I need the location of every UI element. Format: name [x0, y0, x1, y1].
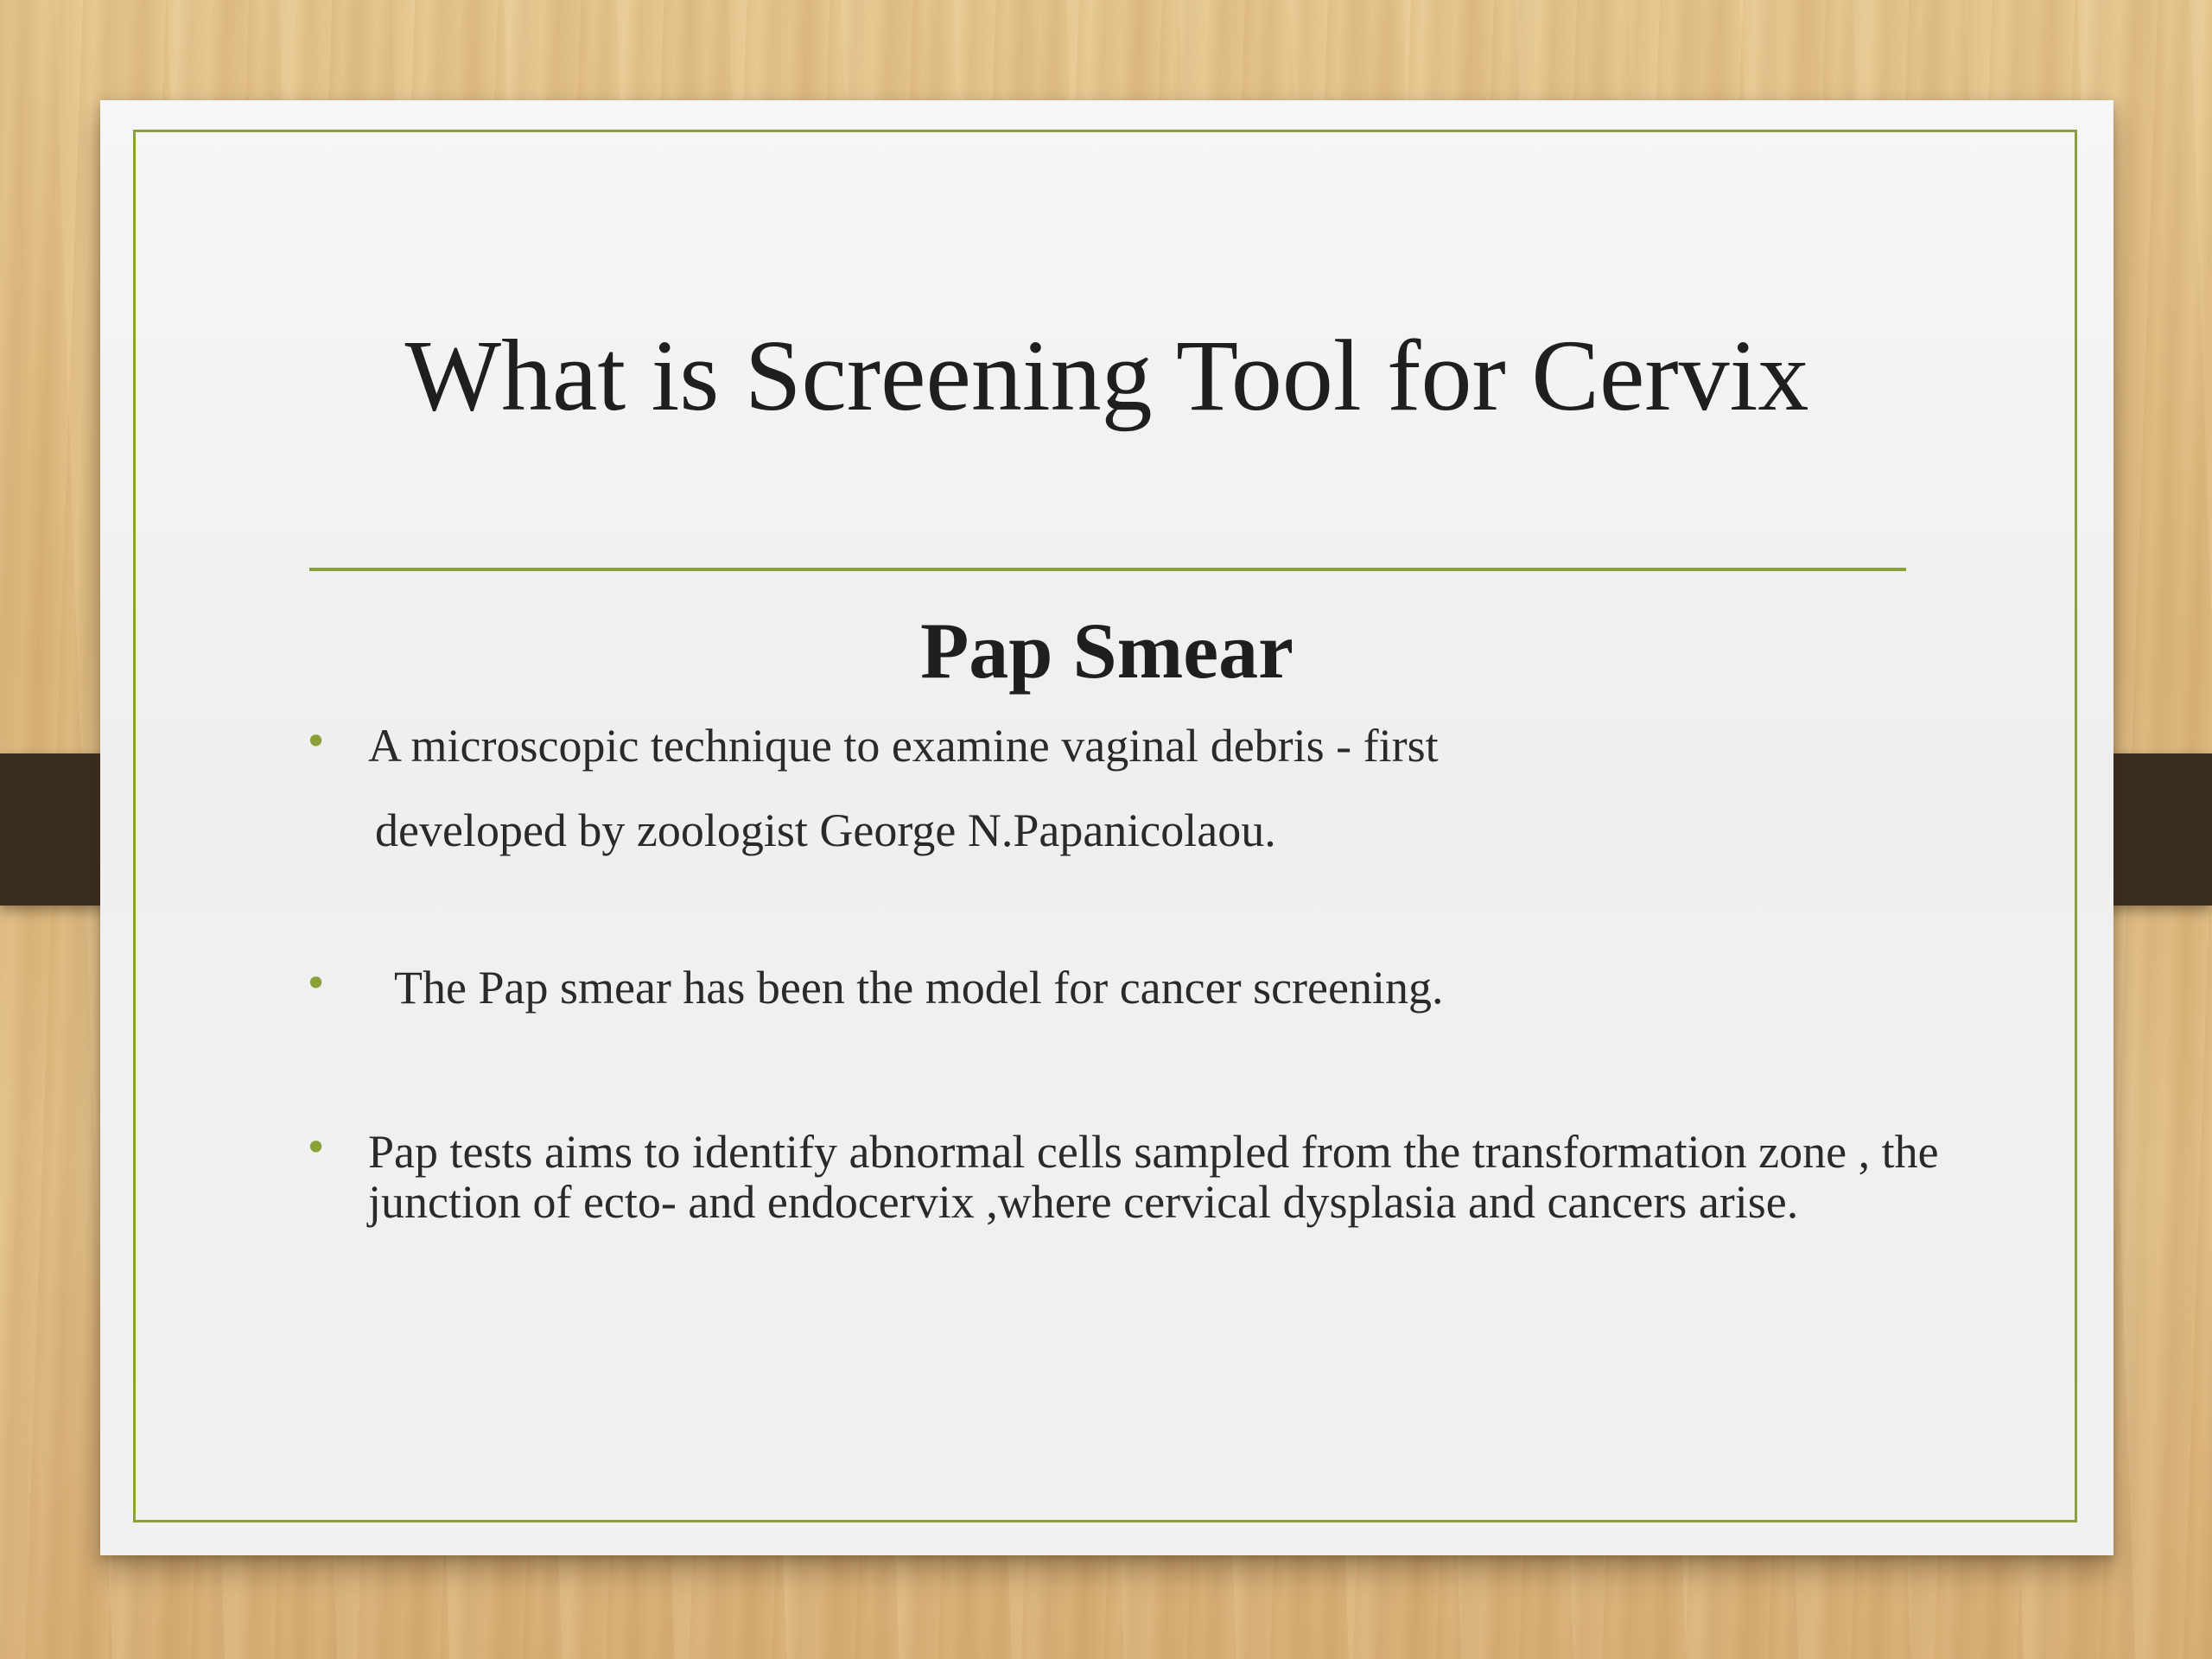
bullet-line: developed by zoologist George N.Papanicolaou. [375, 804, 1276, 857]
bullet-line: A microscopic technique to examine vaginal debris - first [368, 720, 1439, 772]
title-divider [309, 568, 1906, 571]
slide-subtitle: Pap Smear [920, 607, 1294, 695]
bullet-dot-icon: • [304, 1124, 328, 1171]
slide-title: What is Screening Tool for Cervix [404, 319, 1809, 432]
bullet-dot-icon: • [304, 718, 328, 765]
bullet-dot-icon: • [304, 960, 328, 1007]
slide [100, 100, 2113, 1555]
bullet-text: Pap tests aims to identify abnormal cells sampled from the transformation zone , the junction of ecto- and endocervix ,where cervical dysplasia and cancers arise. [368, 1126, 1939, 1229]
bullet-text [368, 721, 1975, 856]
bullet-text: The Pap smear has been the model for cancer screening. [394, 962, 1444, 1014]
